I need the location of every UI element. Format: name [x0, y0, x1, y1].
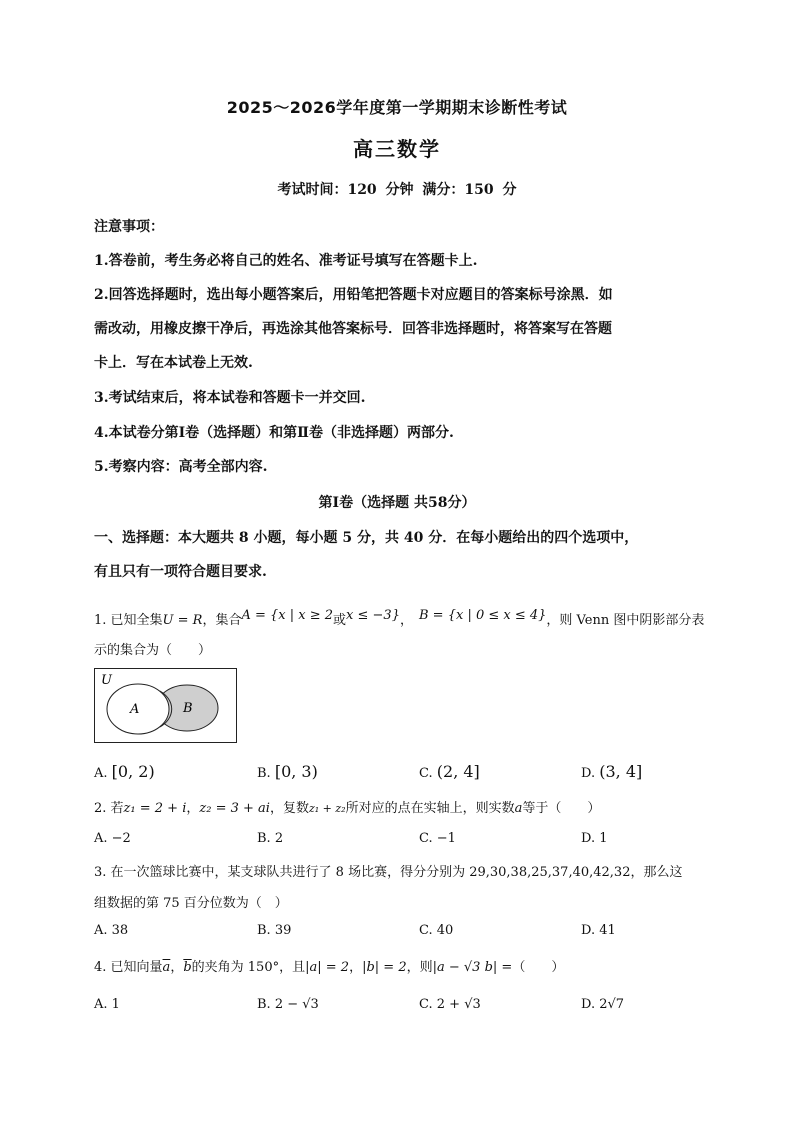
q2-lead: 2. 若: [94, 801, 124, 816]
note-5: 5.考察内容：高考全部内容.: [94, 459, 268, 475]
venn-label-a: A: [130, 702, 140, 717]
q1-set-a2: x ≤ −3}: [346, 608, 400, 623]
q1-option-b-value: [0, 3): [274, 762, 318, 781]
note-1: 1.答卷前，考生务必将自己的姓名、准考证号填写在答题卡上.: [94, 253, 478, 269]
q1-option-c[interactable]: [419, 762, 480, 781]
note-4: 4.本试卷分第Ⅰ卷（选择题）和第Ⅱ卷（非选择题）两部分.: [94, 425, 454, 441]
q1-option-d-letter: D.: [581, 766, 596, 781]
q2-var-a: a: [514, 801, 523, 816]
q2-product: z₁ + z₂: [308, 802, 346, 815]
q4-cond-2: |b| = 2: [362, 960, 407, 975]
q4-expression: |a − √3 b| =: [432, 960, 513, 975]
q1-text1: ，集合: [202, 613, 242, 628]
q1-or: 或: [333, 613, 347, 628]
q3-option-d[interactable]: D. 41: [581, 923, 616, 938]
q1-option-b-letter: B.: [257, 766, 271, 781]
q2-text-d: 等于（ ）: [522, 801, 601, 816]
q4-option-c-letter: C.: [419, 997, 433, 1012]
q4-text-b: 的夹角为 150°，且: [191, 960, 306, 975]
q2-sep: ，: [186, 801, 200, 816]
q2-line1: [94, 797, 600, 816]
q3-line1: 3. 在一次篮球比赛中，某支球队共进行了 8 场比赛，得分分别为 29,30,38,25,37,40,42,32，那么这: [94, 865, 683, 880]
note-2a: 2.回答选择题时，选出每小题答案后，用铅笔把答题卡对应题目的答案标号涂黑．如: [94, 287, 613, 303]
q1-comma: ，: [399, 613, 413, 628]
q4-text-c: ，则: [406, 960, 433, 975]
q2-option-d[interactable]: D. 1: [581, 831, 608, 846]
q4-line1: [94, 956, 564, 975]
q2-option-a[interactable]: A. −2: [94, 831, 131, 846]
q3-line2: 组数据的第 75 百分位数为（ ）: [94, 896, 288, 911]
q4-option-b-value: 2 − √3: [274, 997, 319, 1012]
venn-svg: [95, 669, 236, 742]
section-heading-a: 一、选择题：本大题共 8 小题，每小题 5 分，共 40 分．在每小题给出的四个选项中，: [94, 530, 639, 546]
q1-universal-set: U = R: [162, 613, 203, 628]
q2-text-b: ，复数: [269, 801, 309, 816]
note-2b: 需改动，用橡皮擦干净后，再选涂其他答案标号．回答非选择题时，将答案写在答题: [94, 321, 612, 337]
q2-z2: z₂ = 3 + ai: [199, 801, 270, 816]
q4-option-d-letter: D.: [581, 997, 596, 1012]
exam-title: 2025～2026学年度第一学期期末诊断性考试: [226, 98, 568, 117]
q4-sep: ，: [170, 960, 184, 975]
q1-line1: [94, 609, 704, 628]
q4-sep-2: ，: [349, 960, 363, 975]
q1-set-a: A = {x | x ≥ 2: [241, 608, 334, 623]
q1-option-a-value: [0, 2): [111, 762, 155, 781]
q4-option-b-letter: B.: [257, 997, 271, 1012]
q1-option-d-value: (3, 4]: [599, 762, 643, 781]
q2-z1: z₁ = 2 + i: [123, 801, 187, 816]
q1-option-c-letter: C.: [419, 766, 433, 781]
q4-text-d: （ ）: [512, 960, 565, 975]
q1-option-c-value: (2, 4]: [436, 762, 480, 781]
q1-option-a-letter: A.: [94, 766, 108, 781]
q4-option-d-value: 2√7: [599, 997, 625, 1012]
q4-option-a[interactable]: A. 1: [94, 997, 120, 1012]
q4-option-d[interactable]: [581, 997, 624, 1012]
note-3: 3.考试结束后，将本试卷和答题卡一并交回.: [94, 390, 366, 406]
subject-title: 高三数学: [353, 137, 441, 161]
q1-option-d[interactable]: [581, 762, 642, 781]
q3-option-a[interactable]: A. 38: [94, 923, 129, 938]
q4-lead: 4. 已知向量: [94, 960, 163, 975]
q1-text2: ，则 Venn 图中阴影部分表: [546, 613, 705, 628]
q4-option-c-value: 2 + √3: [436, 997, 481, 1012]
q4-option-c[interactable]: [419, 997, 481, 1012]
q1-option-b[interactable]: [257, 762, 318, 781]
q1-lead: 1. 已知全集: [94, 613, 163, 628]
q3-option-c[interactable]: C. 40: [419, 923, 454, 938]
q3-option-b[interactable]: B. 39: [257, 923, 292, 938]
part-title: 第Ⅰ卷（选择题 共58分）: [318, 495, 476, 511]
q1-line2: 示的集合为（ ）: [94, 643, 212, 658]
venn-label-b: B: [183, 701, 193, 716]
q4-vector-b: $\overline{b}$: [183, 960, 192, 975]
q4-option-b[interactable]: [257, 997, 319, 1012]
q4-vector-a: $\overline{a}$: [162, 960, 171, 975]
q2-option-c[interactable]: C. −1: [419, 831, 456, 846]
q2-text-c: 所对应的点在实轴上，则实数: [345, 801, 515, 816]
q1-set-b: B = {x | 0 ≤ x ≤ 4}: [419, 608, 547, 623]
exam-info: 考试时间：120 分钟 满分：150 分: [277, 182, 517, 198]
q4-cond-1: |a| = 2: [305, 960, 350, 975]
section-heading-b: 有且只有一项符合题目要求.: [94, 564, 267, 580]
notes-heading: 注意事项：: [94, 219, 164, 235]
venn-label-u: U: [101, 673, 112, 688]
q1-option-a[interactable]: [94, 762, 155, 781]
note-2c: 卡上．写在本试卷上无效.: [94, 355, 253, 371]
q2-option-b[interactable]: B. 2: [257, 831, 284, 846]
venn-diagram: [94, 668, 237, 743]
